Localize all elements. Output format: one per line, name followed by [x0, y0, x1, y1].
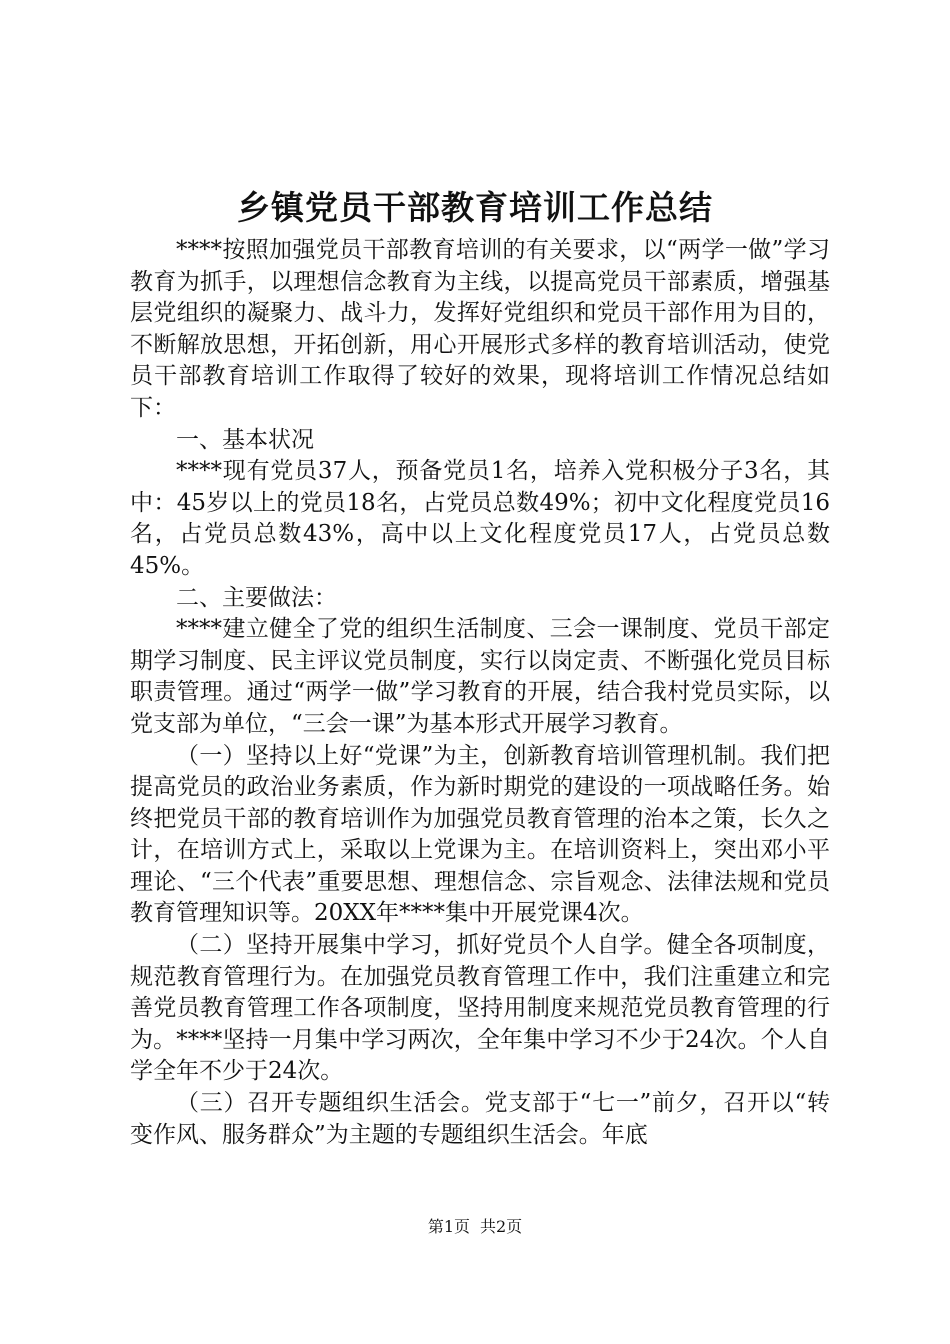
document-body: [130, 235, 830, 1151]
paragraph-practice-3: （三）召开专题组织生活会。党支部于“七一”前夕，召开以“转变作风、服务群众”为主题的专题组织生活会。年底: [130, 1090, 830, 1148]
page-total: 共2页: [480, 1217, 523, 1236]
paragraph-practice-2: （二）坚持开展集中学习，抓好党员个人自学。健全各项制度，规范教育管理行为。在加强党员教育管理工作中，我们注重建立和完善党员教育管理工作各项制度，坚持用制度来规范党员教育管理的行为。****坚持一月集中学习两次，全年集中学习不少于24次。个人自学全年不少于24次。: [130, 932, 830, 1085]
section-heading-main-practices: 二、主要做法：: [176, 584, 337, 611]
document-title: 乡镇党员干部教育培训工作总结: [237, 188, 713, 227]
section-heading-basic-status: 一、基本状况: [176, 426, 314, 453]
paragraph-intro: ****按照加强党员干部教育培训的有关要求，以“两学一做”学习教育为抓手，以理想信念教育为主线，以提高党员干部素质，增强基层党组织的凝聚力、战斗力，发挥好党组织和党员干部作用为目的，不断解放思想，开拓创新，用心开展形式多样的教育培训活动，使党员干部教育培训工作取得了较好的效果，现将培训工作情况总结如下：: [130, 237, 830, 421]
page-footer: [0, 1216, 950, 1238]
paragraph-main-practices: ****建立健全了党的组织生活制度、三会一课制度、党员干部定期学习制度、民主评议党员制度，实行以岗定责、不断强化党员目标职责管理。通过“两学一做”学习教育的开展，结合我村党员实际，以党支部为单位，“三会一课”为基本形式开展学习教育。: [130, 616, 830, 737]
page-number: 第1页: [427, 1217, 470, 1236]
paragraph-practice-1: （一）坚持以上好“党课”为主，创新教育培训管理机制。我们把提高党员的政治业务素质，作为新时期党的建设的一项战略任务。始终把党员干部的教育培训作为加强党员教育管理的治本之策，长久之计，在培训方式上，采取以上党课为主。在培训资料上，突出邓小平理论、“三个代表”重要思想、理想信念、宗旨观念、法律法规和党员教育管理知识等。20XX年****集中开展党课4次。: [130, 742, 830, 927]
paragraph-basic-status: ****现有党员37人，预备党员1名，培养入党积极分子3名，其中：45岁以上的党员18名，占党员总数49%；初中文化程度党员16名，占党员总数43%，高中以上文化程度党员17人，占党员总数45%。: [130, 458, 830, 579]
